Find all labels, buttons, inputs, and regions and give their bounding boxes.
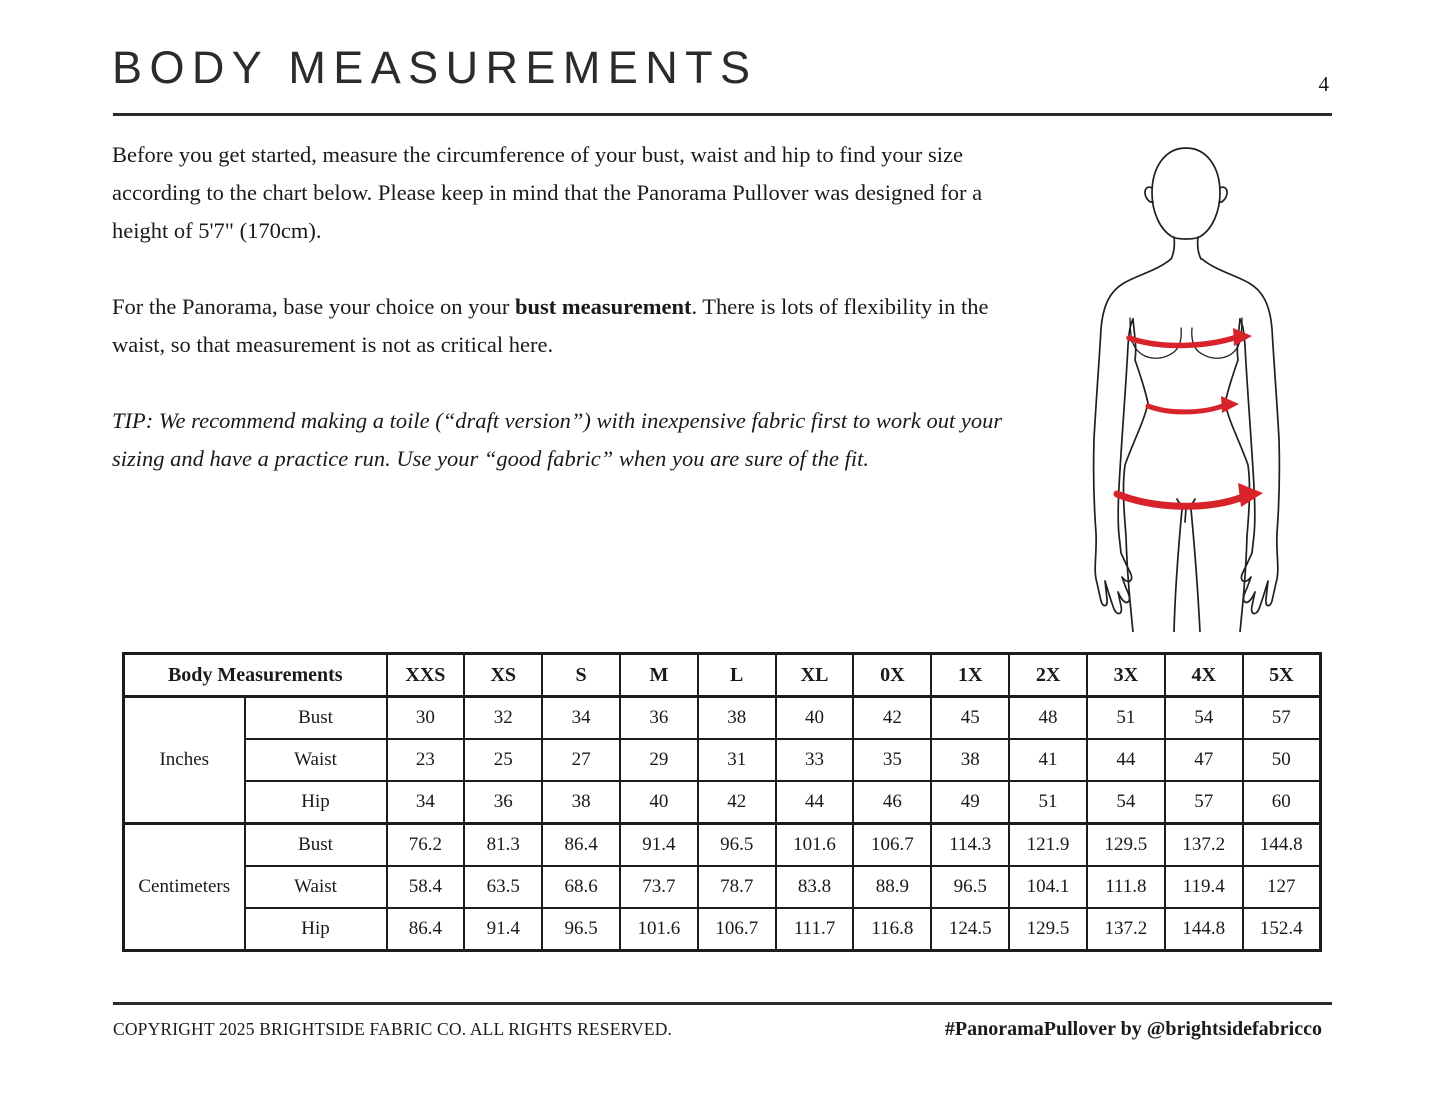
cell-value: 45	[931, 697, 1009, 740]
size-header: XXS	[387, 654, 465, 697]
cell-value: 49	[931, 781, 1009, 824]
row-label-waist: Waist	[245, 739, 387, 781]
cell-value: 42	[853, 697, 931, 740]
page-number: 4	[1318, 72, 1329, 96]
intro-text	[112, 136, 1022, 516]
cell-value: 42	[698, 781, 776, 824]
cell-value: 51	[1009, 781, 1087, 824]
cell-value: 51	[1087, 697, 1165, 740]
cell-value: 54	[1165, 697, 1243, 740]
row-label-bust: Bust	[245, 697, 387, 740]
footer	[113, 1018, 1332, 1041]
table-row-cm-hip	[124, 908, 1321, 951]
cell-value: 152.4	[1243, 908, 1321, 951]
table-row-inches-bust	[124, 697, 1321, 740]
row-label-hip: Hip	[245, 908, 387, 951]
figure-arm-right	[1202, 259, 1279, 614]
cell-value: 73.7	[620, 866, 698, 908]
cell-value: 40	[776, 697, 854, 740]
cell-value: 119.4	[1165, 866, 1243, 908]
cell-value: 137.2	[1165, 824, 1243, 867]
cell-value: 81.3	[464, 824, 542, 867]
page-title: BODY MEASUREMENTS	[112, 42, 758, 93]
cell-value: 111.8	[1087, 866, 1165, 908]
cell-value: 83.8	[776, 866, 854, 908]
cell-value: 47	[1165, 739, 1243, 781]
figure-neck-right	[1198, 237, 1201, 259]
bust-measurement-emphasis: bust measurement	[515, 294, 692, 319]
cell-value: 144.8	[1165, 908, 1243, 951]
cell-value: 116.8	[853, 908, 931, 951]
cell-value: 114.3	[931, 824, 1009, 867]
figure-head	[1152, 148, 1220, 239]
cell-value: 41	[1009, 739, 1087, 781]
cell-value: 91.4	[464, 908, 542, 951]
cell-value: 137.2	[1087, 908, 1165, 951]
cell-value: 129.5	[1009, 908, 1087, 951]
cell-value: 127	[1243, 866, 1321, 908]
cell-value: 40	[620, 781, 698, 824]
footer-rule	[113, 1002, 1332, 1005]
cell-value: 58.4	[387, 866, 465, 908]
cell-value: 50	[1243, 739, 1321, 781]
unit-label-centimeters: Centimeters	[124, 824, 245, 951]
cell-value: 106.7	[698, 908, 776, 951]
hip-arrow-icon	[1117, 494, 1245, 506]
cell-value: 54	[1087, 781, 1165, 824]
paragraph-measure: Before you get started, measure the circumference of your bust, waist and hip to find your size according to the chart below. Please keep in mind that the Panorama Pullover was designed for a height of 5'7" (170cm).	[112, 142, 983, 243]
size-header: 3X	[1087, 654, 1165, 697]
table-row-inches-hip	[124, 781, 1321, 824]
cell-value: 36	[620, 697, 698, 740]
cell-value: 78.7	[698, 866, 776, 908]
paragraph-sizing-start: For the Panorama, base your choice on your	[112, 294, 516, 319]
paragraph-sizing-end: . There is lots of flexibility in the waist, so that measurement is not as critical here.	[112, 294, 989, 357]
copyright-text: COPYRIGHT 2025 BRIGHTSIDE FABRIC CO. ALL RIGHTS RESERVED.	[113, 1019, 673, 1039]
cell-value: 91.4	[620, 824, 698, 867]
cell-value: 32	[464, 697, 542, 740]
cell-value: 38	[698, 697, 776, 740]
figure-arm-left	[1094, 259, 1171, 614]
size-header: 1X	[931, 654, 1009, 697]
cell-value: 68.6	[542, 866, 620, 908]
cell-value: 86.4	[542, 824, 620, 867]
cell-value: 121.9	[1009, 824, 1087, 867]
cell-value: 44	[776, 781, 854, 824]
cell-value: 38	[542, 781, 620, 824]
paragraph-sizing	[112, 288, 1022, 364]
cell-value: 46	[853, 781, 931, 824]
cell-value: 44	[1087, 739, 1165, 781]
cell-value: 101.6	[620, 908, 698, 951]
cell-value: 96.5	[698, 824, 776, 867]
body-figure-illustration	[1038, 132, 1358, 632]
cell-value: 29	[620, 739, 698, 781]
cell-value: 96.5	[931, 866, 1009, 908]
cell-value: 30	[387, 697, 465, 740]
cell-value: 96.5	[542, 908, 620, 951]
size-header: XS	[464, 654, 542, 697]
cell-value: 36	[464, 781, 542, 824]
body-measurement-figure	[1038, 132, 1358, 632]
cell-value: 101.6	[776, 824, 854, 867]
cell-value: 60	[1243, 781, 1321, 824]
cell-value: 129.5	[1087, 824, 1165, 867]
table-row-inches-waist	[124, 739, 1321, 781]
paragraph-tip: TIP: We recommend making a toile (“draft version”) with inexpensive fabric first to work out your sizing and have a practice run. Use your “good fabric” when you are sure of the fit.	[112, 408, 1003, 471]
figure-neck-left	[1171, 237, 1174, 259]
size-header: 2X	[1009, 654, 1087, 697]
size-header: XL	[776, 654, 854, 697]
row-label-bust: Bust	[245, 824, 387, 867]
cell-value: 34	[387, 781, 465, 824]
cell-value: 25	[464, 739, 542, 781]
hashtag-text: #PanoramaPullover by @brightsidefabricco	[944, 1018, 1322, 1040]
cell-value: 27	[542, 739, 620, 781]
cell-value: 33	[776, 739, 854, 781]
header-rule	[113, 113, 1332, 116]
cell-value: 111.7	[776, 908, 854, 951]
cell-value: 57	[1243, 697, 1321, 740]
cell-value: 106.7	[853, 824, 931, 867]
waist-arrowhead-icon	[1221, 396, 1239, 413]
table-row-cm-bust	[124, 824, 1321, 867]
cell-value: 86.4	[387, 908, 465, 951]
table-row-cm-waist	[124, 866, 1321, 908]
size-header: L	[698, 654, 776, 697]
size-chart-title: Body Measurements	[124, 654, 387, 697]
size-chart-header-row	[124, 654, 1321, 697]
bust-arrow-icon	[1129, 337, 1237, 345]
cell-value: 57	[1165, 781, 1243, 824]
cell-value: 34	[542, 697, 620, 740]
waist-arrow-icon	[1148, 405, 1225, 412]
cell-value: 124.5	[931, 908, 1009, 951]
cell-value: 31	[698, 739, 776, 781]
size-header: 4X	[1165, 654, 1243, 697]
figure-leg-inner-right	[1191, 509, 1200, 632]
cell-value: 23	[387, 739, 465, 781]
size-chart-table	[122, 652, 1322, 952]
cell-value: 48	[1009, 697, 1087, 740]
figure-leg-inner-left	[1174, 509, 1182, 632]
cell-value: 63.5	[464, 866, 542, 908]
size-header: M	[620, 654, 698, 697]
cell-value: 88.9	[853, 866, 931, 908]
size-header: 0X	[853, 654, 931, 697]
cell-value: 144.8	[1243, 824, 1321, 867]
unit-label-inches: Inches	[124, 697, 245, 824]
row-label-waist: Waist	[245, 866, 387, 908]
cell-value: 35	[853, 739, 931, 781]
cell-value: 104.1	[1009, 866, 1087, 908]
size-header: S	[542, 654, 620, 697]
hip-arrowhead-icon	[1238, 483, 1263, 507]
cell-value: 38	[931, 739, 1009, 781]
size-header: 5X	[1243, 654, 1321, 697]
row-label-hip: Hip	[245, 781, 387, 824]
cell-value: 76.2	[387, 824, 465, 867]
